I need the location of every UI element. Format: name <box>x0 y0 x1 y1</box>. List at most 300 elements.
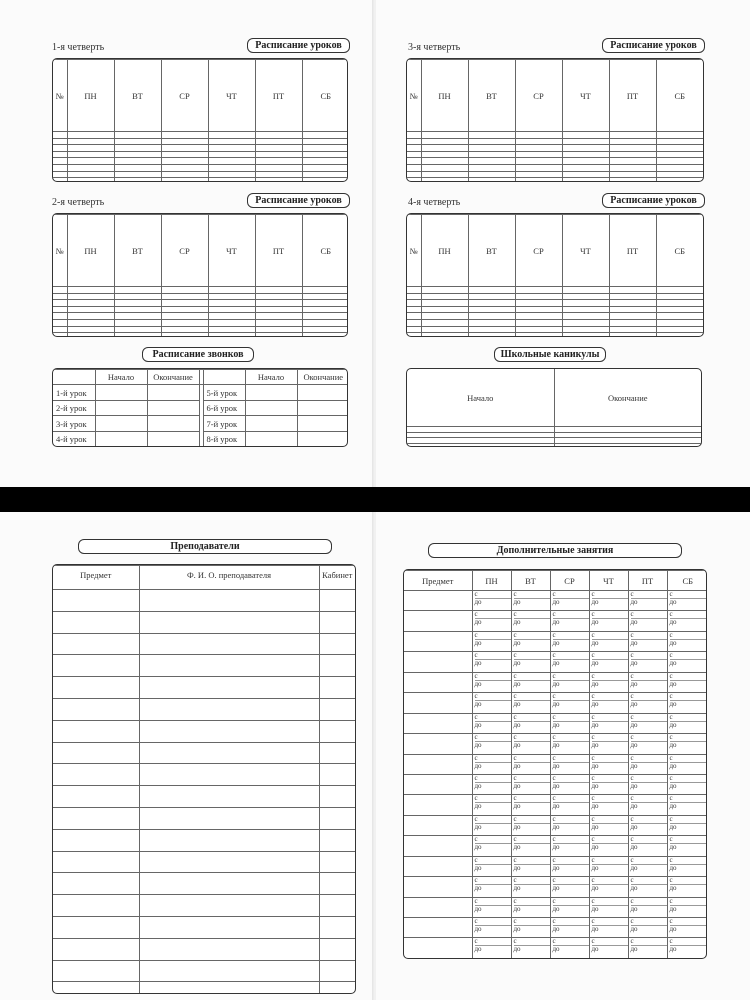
extra-time-cell[interactable] <box>589 754 628 774</box>
extra-time-cell[interactable] <box>511 734 550 754</box>
time-from-label: с <box>630 896 634 905</box>
teacher-cell[interactable] <box>319 786 355 808</box>
extra-time-cell[interactable] <box>628 693 667 713</box>
bells-col-header: Начало <box>95 370 147 385</box>
extra-time-cell[interactable] <box>628 815 667 835</box>
lesson-cell[interactable] <box>468 178 515 181</box>
extra-time-cell[interactable] <box>628 652 667 672</box>
extra-subject-cell[interactable] <box>404 631 472 651</box>
extra-time-cell[interactable] <box>628 856 667 876</box>
extra-time-cell[interactable] <box>589 856 628 876</box>
extra-time-cell[interactable] <box>667 856 707 876</box>
extra-subject-cell[interactable] <box>404 734 472 754</box>
lesson-cell[interactable] <box>208 178 255 181</box>
extra-time-cell[interactable] <box>472 631 511 651</box>
teacher-cell[interactable] <box>53 590 139 612</box>
extra-time-cell[interactable] <box>511 652 550 672</box>
teacher-row <box>53 807 355 829</box>
extra-time-cell[interactable] <box>667 713 707 733</box>
extra-time-cell[interactable] <box>472 815 511 835</box>
lesson-cell[interactable] <box>302 333 348 336</box>
extra-time-cell[interactable] <box>667 918 707 938</box>
extra-time-cell[interactable] <box>511 713 550 733</box>
extra-subject-cell[interactable] <box>404 652 472 672</box>
teacher-cell[interactable] <box>319 895 355 917</box>
time-to-label: до <box>475 864 511 872</box>
extra-time-cell[interactable] <box>589 652 628 672</box>
time-from-label: с <box>513 835 517 844</box>
extra-time-cell[interactable] <box>550 713 589 733</box>
extra-time-cell[interactable] <box>550 631 589 651</box>
teacher-cell[interactable] <box>53 807 139 829</box>
time-from-label: с <box>474 590 478 598</box>
teacher-cell[interactable] <box>139 938 319 960</box>
extra-time-cell[interactable] <box>589 938 628 958</box>
extra-time-cell[interactable] <box>472 774 511 794</box>
teacher-cell[interactable] <box>319 873 355 895</box>
extra-time-cell[interactable] <box>472 734 511 754</box>
time-to-label: до <box>514 721 550 729</box>
extra-time-cell[interactable] <box>472 836 511 856</box>
lesson-cell[interactable] <box>515 178 562 181</box>
extra-time-cell[interactable] <box>511 591 550 611</box>
time-from-label: с <box>630 753 634 762</box>
lesson-grid-header <box>53 60 348 132</box>
time-to-label: до <box>475 721 511 729</box>
extra-subject-cell[interactable] <box>404 815 472 835</box>
lesson-cell[interactable] <box>208 333 255 336</box>
lesson-cell[interactable] <box>161 333 208 336</box>
time-from-label: с <box>474 917 478 925</box>
extra-time-cell[interactable] <box>550 897 589 917</box>
day-header: № <box>407 60 421 132</box>
time-to-label: до <box>475 741 511 749</box>
extra-time-cell[interactable] <box>511 836 550 856</box>
teacher-cell[interactable] <box>139 764 319 786</box>
lesson-cell[interactable] <box>609 178 656 181</box>
time-to-label: до <box>670 680 708 688</box>
teacher-row <box>53 786 355 808</box>
teacher-cell[interactable] <box>53 960 139 982</box>
extra-time-cell[interactable] <box>628 897 667 917</box>
bell-end-cell[interactable] <box>147 385 199 400</box>
teacher-cell[interactable] <box>319 916 355 938</box>
time-from-label: с <box>474 937 478 946</box>
teacher-cell[interactable] <box>319 698 355 720</box>
extra-time-cell[interactable] <box>550 754 589 774</box>
teacher-cell[interactable] <box>139 742 319 764</box>
extra-time-cell[interactable] <box>589 836 628 856</box>
extra-time-cell[interactable] <box>550 856 589 876</box>
time-from-label: с <box>591 651 595 660</box>
teachers-header <box>53 566 355 590</box>
lesson-cell[interactable] <box>562 333 609 336</box>
lesson-cell[interactable] <box>161 178 208 181</box>
teacher-cell[interactable] <box>319 677 355 699</box>
lesson-cell[interactable] <box>114 178 161 181</box>
lesson-cell[interactable] <box>468 333 515 336</box>
extra-time-cell[interactable] <box>550 918 589 938</box>
extra-subject-cell[interactable] <box>404 693 472 713</box>
teacher-cell[interactable] <box>319 655 355 677</box>
time-to-label: до <box>514 680 550 688</box>
extra-time-cell[interactable] <box>667 611 707 631</box>
teacher-cell[interactable] <box>139 960 319 982</box>
time-from-label: с <box>669 651 673 660</box>
extra-time-cell[interactable] <box>472 693 511 713</box>
bell-end-cell[interactable] <box>297 400 348 415</box>
extra-time-cell[interactable] <box>511 774 550 794</box>
teacher-cell[interactable] <box>53 633 139 655</box>
teacher-cell[interactable] <box>319 633 355 655</box>
time-from-label: с <box>669 733 673 742</box>
extra-time-cell[interactable] <box>667 774 707 794</box>
bell-start-cell[interactable] <box>245 431 297 446</box>
extra-time-cell[interactable] <box>550 836 589 856</box>
time-to-label: до <box>553 884 589 892</box>
teacher-cell[interactable] <box>53 829 139 851</box>
bell-end-cell[interactable] <box>297 385 348 400</box>
teachers-title: Преподаватели <box>78 539 332 554</box>
bell-end-cell[interactable] <box>147 431 199 446</box>
extra-time-cell[interactable] <box>511 918 550 938</box>
extra-time-cell[interactable] <box>472 918 511 938</box>
extra-time-cell[interactable] <box>589 734 628 754</box>
extra-time-cell[interactable] <box>511 611 550 631</box>
time-to-label: до <box>475 884 511 892</box>
teacher-cell[interactable] <box>139 633 319 655</box>
teacher-cell[interactable] <box>53 742 139 764</box>
extra-subject-cell[interactable] <box>404 897 472 917</box>
lesson-cell[interactable] <box>421 333 468 336</box>
extra-time-cell[interactable] <box>472 877 511 897</box>
extra-time-cell[interactable] <box>628 836 667 856</box>
extra-header <box>404 571 707 591</box>
extra-time-cell[interactable] <box>667 815 707 835</box>
extra-time-cell[interactable] <box>628 795 667 815</box>
time-to-label: до <box>670 598 708 606</box>
extra-time-cell[interactable] <box>589 693 628 713</box>
lesson-cell[interactable] <box>53 333 67 336</box>
teacher-cell[interactable] <box>139 590 319 612</box>
extra-time-cell[interactable] <box>472 672 511 692</box>
extra-time-cell[interactable] <box>472 591 511 611</box>
extra-row <box>404 836 707 856</box>
lesson-cell[interactable] <box>609 333 656 336</box>
extra-time-cell[interactable] <box>472 938 511 958</box>
teacher-cell[interactable] <box>139 786 319 808</box>
extra-row <box>404 672 707 692</box>
lesson-cell[interactable] <box>67 178 114 181</box>
teacher-cell[interactable] <box>319 720 355 742</box>
time-to-label: до <box>631 721 667 729</box>
bells-title: Расписание звонков <box>142 347 254 362</box>
bell-end-cell[interactable] <box>297 431 348 446</box>
teacher-cell[interactable] <box>319 611 355 633</box>
teachers-col-header: Кабинет <box>319 566 355 590</box>
extra-subject-cell[interactable] <box>404 795 472 815</box>
time-from-label: с <box>513 917 517 925</box>
bell-end-cell[interactable] <box>147 416 199 431</box>
teacher-cell[interactable] <box>53 982 139 993</box>
day-header: СБ <box>656 60 703 132</box>
time-from-label: с <box>591 855 595 864</box>
extra-time-cell[interactable] <box>628 734 667 754</box>
extra-subject-cell[interactable] <box>404 877 472 897</box>
extra-time-cell[interactable] <box>667 897 707 917</box>
teacher-cell[interactable] <box>53 786 139 808</box>
lesson-cell[interactable] <box>407 178 421 181</box>
lesson-cell[interactable] <box>407 333 421 336</box>
extra-time-cell[interactable] <box>511 815 550 835</box>
teacher-cell[interactable] <box>53 655 139 677</box>
extra-time-cell[interactable] <box>589 877 628 897</box>
extra-time-cell[interactable] <box>511 856 550 876</box>
time-to-label: до <box>631 762 667 770</box>
lesson-cell[interactable] <box>421 178 468 181</box>
extra-time-cell[interactable] <box>472 897 511 917</box>
extra-row <box>404 591 707 611</box>
bell-end-cell[interactable] <box>147 400 199 415</box>
teacher-cell[interactable] <box>319 764 355 786</box>
bell-start-cell[interactable] <box>245 385 297 400</box>
lesson-cell[interactable] <box>515 333 562 336</box>
time-to-label: до <box>553 618 589 626</box>
extra-subject-cell[interactable] <box>404 918 472 938</box>
extra-time-cell[interactable] <box>550 815 589 835</box>
extra-time-cell[interactable] <box>550 693 589 713</box>
time-to-label: до <box>631 843 667 851</box>
extra-time-cell[interactable] <box>628 918 667 938</box>
teacher-cell[interactable] <box>139 677 319 699</box>
extra-time-cell[interactable] <box>550 652 589 672</box>
teacher-cell[interactable] <box>319 807 355 829</box>
quarter-3-label: 3-я четверть <box>408 42 461 53</box>
extra-day-header: СР <box>550 571 589 591</box>
teacher-cell[interactable] <box>53 764 139 786</box>
extra-time-cell[interactable] <box>628 877 667 897</box>
extra-time-cell[interactable] <box>589 713 628 733</box>
lesson-cell[interactable] <box>656 333 703 336</box>
extra-subject-cell[interactable] <box>404 672 472 692</box>
extra-time-cell[interactable] <box>667 836 707 856</box>
time-to-label: до <box>592 782 628 790</box>
lesson-cell[interactable] <box>53 178 67 181</box>
lesson-grid-header <box>53 215 348 287</box>
extra-subject-cell[interactable] <box>404 836 472 856</box>
teacher-cell[interactable] <box>139 698 319 720</box>
teacher-row <box>53 916 355 938</box>
extra-time-cell[interactable] <box>472 754 511 774</box>
time-from-label: с <box>669 712 673 721</box>
time-to-label: до <box>670 823 708 831</box>
time-to-label: до <box>592 823 628 831</box>
extra-time-cell[interactable] <box>628 713 667 733</box>
bell-start-cell[interactable] <box>245 400 297 415</box>
extra-time-cell[interactable] <box>628 938 667 958</box>
time-from-label: с <box>552 855 556 864</box>
extra-time-cell[interactable] <box>589 815 628 835</box>
teacher-cell[interactable] <box>53 720 139 742</box>
bell-start-cell[interactable] <box>95 431 147 446</box>
extra-time-cell[interactable] <box>511 693 550 713</box>
teacher-cell[interactable] <box>53 938 139 960</box>
teacher-cell[interactable] <box>319 829 355 851</box>
extra-time-cell[interactable] <box>667 754 707 774</box>
teachers-grid <box>52 564 356 994</box>
teacher-cell[interactable] <box>139 982 319 993</box>
extra-time-cell[interactable] <box>511 631 550 651</box>
extra-time-cell[interactable] <box>472 652 511 672</box>
teacher-cell[interactable] <box>53 611 139 633</box>
holiday-start-cell[interactable] <box>407 443 554 446</box>
teacher-cell[interactable] <box>53 698 139 720</box>
extra-time-cell[interactable] <box>589 795 628 815</box>
extra-time-cell[interactable] <box>550 774 589 794</box>
extra-subject-cell[interactable] <box>404 938 472 958</box>
bell-end-cell[interactable] <box>297 416 348 431</box>
time-to-label: до <box>475 782 511 790</box>
extra-time-cell[interactable] <box>472 713 511 733</box>
extra-time-cell[interactable] <box>589 672 628 692</box>
teacher-cell[interactable] <box>53 895 139 917</box>
extra-time-cell[interactable] <box>589 774 628 794</box>
time-to-label: до <box>553 802 589 810</box>
extra-time-cell[interactable] <box>628 754 667 774</box>
time-to-label: до <box>631 618 667 626</box>
lesson-cell[interactable] <box>255 333 302 336</box>
extra-time-cell[interactable] <box>550 672 589 692</box>
time-from-label: с <box>669 773 673 782</box>
extra-time-cell[interactable] <box>511 877 550 897</box>
extra-time-cell[interactable] <box>667 795 707 815</box>
bell-start-cell[interactable] <box>95 416 147 431</box>
time-from-label: с <box>669 590 673 598</box>
extra-time-cell[interactable] <box>550 591 589 611</box>
extra-time-cell[interactable] <box>667 877 707 897</box>
bell-start-cell[interactable] <box>95 400 147 415</box>
teacher-cell[interactable] <box>139 895 319 917</box>
holiday-end-cell[interactable] <box>554 443 701 446</box>
lesson-cell[interactable] <box>656 178 703 181</box>
extra-time-cell[interactable] <box>589 591 628 611</box>
lesson-cell[interactable] <box>255 178 302 181</box>
bells-col-header: Начало <box>245 370 297 385</box>
extra-time-cell[interactable] <box>628 774 667 794</box>
teacher-cell[interactable] <box>139 655 319 677</box>
time-from-label: с <box>591 753 595 762</box>
time-to-label: до <box>514 741 550 749</box>
teacher-row <box>53 720 355 742</box>
extra-time-cell[interactable] <box>667 631 707 651</box>
teacher-cell[interactable] <box>139 916 319 938</box>
extra-time-cell[interactable] <box>667 938 707 958</box>
teacher-cell[interactable] <box>139 873 319 895</box>
extra-time-cell[interactable] <box>589 611 628 631</box>
time-to-label: до <box>631 802 667 810</box>
teacher-cell[interactable] <box>139 851 319 873</box>
teacher-cell[interactable] <box>319 742 355 764</box>
teacher-cell[interactable] <box>139 807 319 829</box>
extra-time-cell[interactable] <box>550 611 589 631</box>
extra-time-cell[interactable] <box>589 897 628 917</box>
extra-time-cell[interactable] <box>628 672 667 692</box>
lesson-number: 4-й урок <box>53 431 95 446</box>
extra-time-cell[interactable] <box>550 938 589 958</box>
extra-time-cell[interactable] <box>589 918 628 938</box>
time-from-label: с <box>630 733 634 742</box>
extra-time-cell[interactable] <box>667 591 707 611</box>
teacher-cell[interactable] <box>139 611 319 633</box>
extra-time-cell[interactable] <box>667 693 707 713</box>
extra-subject-cell[interactable] <box>404 774 472 794</box>
extra-time-cell[interactable] <box>628 591 667 611</box>
time-from-label: с <box>474 814 478 823</box>
teacher-cell[interactable] <box>139 829 319 851</box>
teacher-cell[interactable] <box>53 873 139 895</box>
extra-time-cell[interactable] <box>511 938 550 958</box>
teacher-cell[interactable] <box>319 590 355 612</box>
extra-subject-cell[interactable] <box>404 713 472 733</box>
teacher-cell[interactable] <box>53 677 139 699</box>
extra-time-cell[interactable] <box>511 754 550 774</box>
time-from-label: с <box>552 773 556 782</box>
time-from-label: с <box>513 937 517 946</box>
time-to-label: до <box>553 680 589 688</box>
teacher-cell[interactable] <box>319 982 355 993</box>
extra-time-cell[interactable] <box>667 672 707 692</box>
extra-time-cell[interactable] <box>511 795 550 815</box>
time-from-label: с <box>474 733 478 742</box>
lesson-cell[interactable] <box>114 333 161 336</box>
teacher-row <box>53 938 355 960</box>
teacher-cell[interactable] <box>319 851 355 873</box>
extra-time-cell[interactable] <box>511 897 550 917</box>
extra-time-cell[interactable] <box>550 877 589 897</box>
lesson-cell[interactable] <box>562 178 609 181</box>
extra-time-cell[interactable] <box>667 652 707 672</box>
extra-time-cell[interactable] <box>667 734 707 754</box>
teacher-cell[interactable] <box>319 938 355 960</box>
time-to-label: до <box>475 639 511 647</box>
bell-start-cell[interactable] <box>95 385 147 400</box>
extra-subject-cell[interactable] <box>404 611 472 631</box>
extra-time-cell[interactable] <box>550 795 589 815</box>
extra-time-cell[interactable] <box>589 631 628 651</box>
extra-subject-cell[interactable] <box>404 591 472 611</box>
teacher-cell[interactable] <box>53 851 139 873</box>
extra-subject-cell[interactable] <box>404 856 472 876</box>
lesson-cell[interactable] <box>67 333 114 336</box>
extra-time-cell[interactable] <box>550 734 589 754</box>
extra-row <box>404 897 707 917</box>
bell-start-cell[interactable] <box>245 416 297 431</box>
lesson-cell[interactable] <box>302 178 348 181</box>
extra-time-cell[interactable] <box>472 795 511 815</box>
time-from-label: с <box>552 917 556 925</box>
time-to-label: до <box>592 639 628 647</box>
time-to-label: до <box>553 598 589 606</box>
extra-subject-cell[interactable] <box>404 754 472 774</box>
extra-time-cell[interactable] <box>472 611 511 631</box>
extra-time-cell[interactable] <box>628 611 667 631</box>
teacher-cell[interactable] <box>139 720 319 742</box>
extra-time-cell[interactable] <box>628 631 667 651</box>
teacher-cell[interactable] <box>53 916 139 938</box>
teacher-cell[interactable] <box>319 960 355 982</box>
extra-time-cell[interactable] <box>511 672 550 692</box>
extra-time-cell[interactable] <box>472 856 511 876</box>
